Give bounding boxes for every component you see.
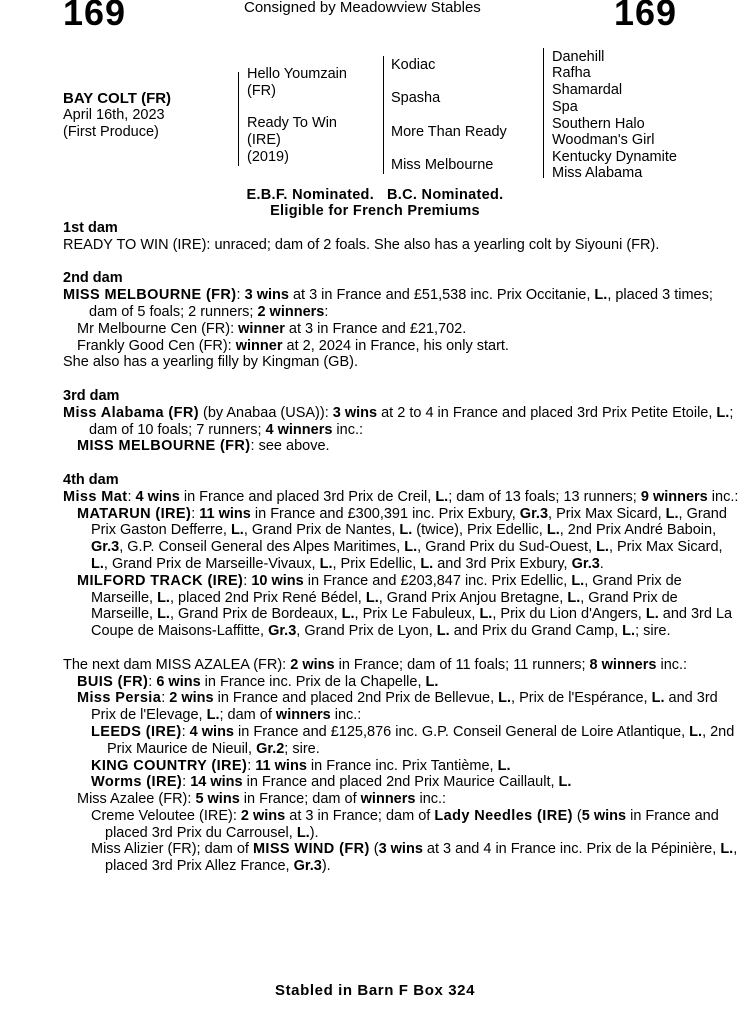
second-dam-foal-2: Frankly Good Cen (FR): winner at 2, 2024 in France, his only start.: [77, 337, 509, 354]
grandfoal-leeds: LEEDS (IRE): 4 wins in France and £125,876 inc. G.P. Conseil General de Loire Atlantique, L., 2nd Prix Maurice de Nieuil, Gr.2; sire.: [91, 723, 735, 757]
catalogue-body: [63, 220, 743, 875]
third-dam-foal-1: MISS MELBOURNE (FR): see above.: [77, 438, 330, 455]
next-dam-foal-buis: BUIS (FR): 6 wins in France inc. Prix de la Chapelle, L.: [77, 673, 439, 690]
fourth-dam-main: Miss Mat: 4 wins in France and placed 3rd Prix de Creil, L.; dam of 13 foals; 13 runners; 9 winners inc.:: [63, 488, 739, 505]
pedigree-dam-line2: (IRE): [247, 132, 281, 148]
second-dam-foal-1: Mr Melbourne Cen (FR): winner at 3 in France and £21,702.: [77, 320, 467, 337]
first-dam-heading: 1st dam: [63, 220, 118, 236]
pedigree-dam-line1: Ready To Win: [247, 115, 337, 131]
grandfoal-worms: Worms (IRE): 14 wins in France and placed 2nd Prix Maurice Caillault, L.: [91, 774, 572, 791]
pedigree-ggp-7: Kentucky Dynamite: [552, 149, 677, 165]
fourth-dam-foal-matarun: MATARUN (IRE): 11 wins in France and £300,391 inc. Prix Exbury, Gr.3, Prix Max Sicard, L., Grand Prix Gaston Defferre, L., Grand Prix de Nantes, L. (twice), Prix Edellic, L., 2nd Prix André Baboin, Gr.3, G.P. Conseil General des Alpes Maritimes, L., Grand Prix du Sud-Ouest, L., Prix Max Sicard, L., Grand Prix de Marseille-Vivaux, L., Prix Edellic, L. and 3rd Prix Exbury, Gr.3.: [77, 505, 727, 572]
horse-note: (First Produce): [63, 124, 159, 140]
pedigree-ggp-8: Miss Alabama: [552, 165, 643, 181]
pedigree-ggp-2: Rafha: [552, 65, 591, 81]
pedigree-line-2: [383, 56, 384, 174]
stabling-footer: Stabled in Barn F Box 324: [274, 982, 476, 999]
horse-title: BAY COLT (FR): [63, 90, 172, 107]
pedigree-gd: Spasha: [391, 90, 441, 106]
pedigree-line-3: [543, 48, 544, 178]
pedigree-line-1: [238, 72, 239, 166]
second-dam-note: She also has a yearling filly by Kingman (GB).: [63, 354, 358, 371]
pedigree-ggp-3: Shamardal: [552, 82, 623, 98]
grandfoal-miss-alizier: Miss Alizier (FR); dam of MISS WIND (FR) (3 wins at 3 and 4 in France inc. Prix de la Pépinière, L., placed 3rd Prix Allez France, Gr.3).: [91, 841, 738, 875]
first-dam-text: READY TO WIN (IRE): unraced; dam of 2 foals. She also has a yearling colt by Siyouni (FR).: [63, 236, 660, 253]
pedigree-ggp-6: Woodman's Girl: [552, 132, 655, 148]
grandfoal-creme-veloutee: Creme Veloutee (IRE): 2 wins at 3 in France; dam of Lady Needles (IRE) (5 wins in France and placed 3rd Prix du Carrousel, L.).: [91, 807, 719, 841]
fourth-dam-foal-milford: MILFORD TRACK (IRE): 10 wins in France and £203,847 inc. Prix Edellic, L., Grand Prix de Marseille, L., placed 2nd Prix René Bédel, L., Grand Prix Anjou Bretagne, L., Grand Prix de Marseille, L., Grand Prix de Bordeaux, L., Prix Le Fabuleux, L., Prix du Lion d'Angers, L. and 3rd La Coupe de Maisons-Laffitte, Gr.3, Grand Prix de Lyon, L. and Prix du Grand Camp, L.; sire.: [77, 572, 733, 640]
pedigree-sire-line1: Hello Youmzain: [247, 66, 347, 82]
pedigree-dgd: Miss Melbourne: [391, 157, 494, 173]
pedigree-dgs: More Than Ready: [391, 124, 507, 140]
third-dam-heading: 3rd dam: [63, 387, 120, 404]
consignor: Consigned by Meadowview Stables: [244, 0, 481, 16]
third-dam-main: Miss Alabama (FR) (by Anabaa (USA)): 3 wins at 2 to 4 in France and placed 3rd Prix Petite Etoile, L.; dam of 10 foals; 7 runners; 4 winners inc.:: [63, 404, 734, 438]
next-dam-foal-persia: Miss Persia: 2 wins in France and placed 2nd Prix de Bellevue, L., Prix de l'Espérance, L. and 3rd Prix de l'Elevage, L.; dam of winners inc.:: [77, 690, 718, 724]
fourth-dam-heading: 4th dam: [63, 471, 119, 488]
nominations-line2: Eligible for French Premiums: [270, 203, 480, 219]
grandfoal-king-country: KING COUNTRY (IRE): 11 wins in France inc. Prix Tantième, L.: [91, 757, 511, 774]
lot-number-left: 169: [63, 0, 127, 33]
next-dam-foal-azalee: Miss Azalee (FR): 5 wins in France; dam of winners inc.:: [77, 791, 447, 808]
nominations-line1: E.B.F. Nominated. B.C. Nominated.: [246, 187, 504, 203]
pedigree-sire-line2: (FR): [247, 83, 276, 99]
second-dam-heading: 2nd dam: [63, 270, 123, 287]
lot-number-right: 169: [614, 0, 678, 33]
pedigree-dam-line3: (2019): [247, 149, 289, 165]
second-dam-main: MISS MELBOURNE (FR): 3 wins at 3 in France and £51,538 inc. Prix Occitanie, L., placed 3 times; dam of 5 foals; 2 runners; 2 winners:: [63, 287, 713, 320]
pedigree-ggp-4: Spa: [552, 99, 578, 115]
pedigree-ggp-5: Southern Halo: [552, 116, 645, 132]
pedigree-ggp-1: Danehill: [552, 49, 605, 65]
horse-foaled: April 16th, 2023: [63, 107, 165, 123]
next-dam-main: The next dam MISS AZALEA (FR): 2 wins in France; dam of 11 foals; 11 runners; 8 winners inc.:: [63, 656, 688, 673]
pedigree-gs: Kodiac: [391, 57, 436, 73]
